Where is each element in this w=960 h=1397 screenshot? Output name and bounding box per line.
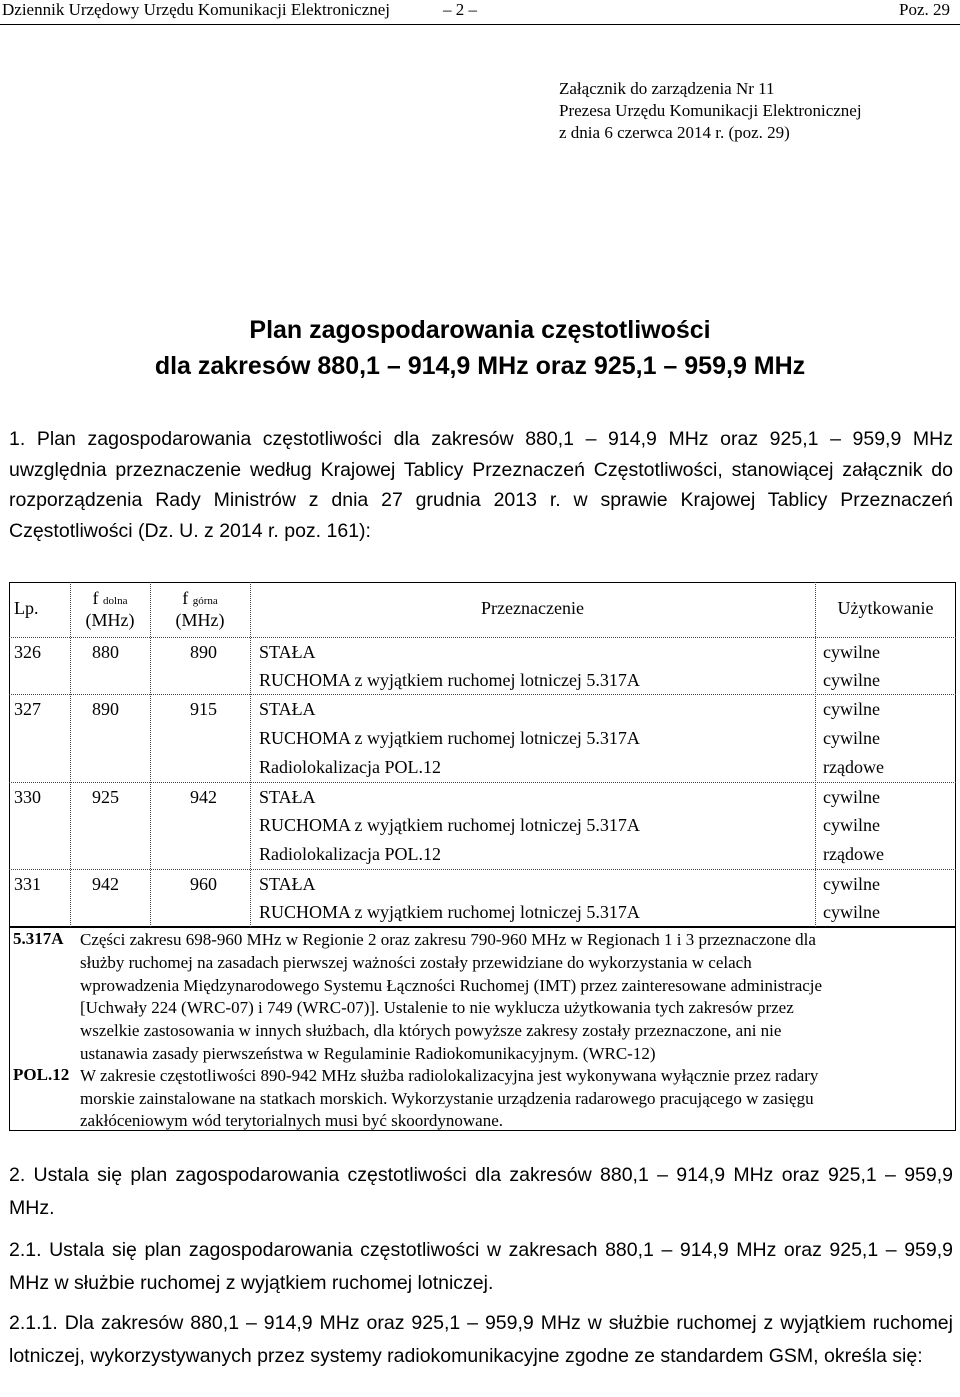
header-uzytkowanie: Użytkowanie (837, 598, 934, 618)
cell-f-gorna: 890 (190, 642, 217, 662)
cell-uzytkowanie: cywilne (823, 787, 880, 807)
annex-line: z dnia 6 czerwca 2014 r. (poz. 29) (559, 123, 790, 142)
cell-uzytkowanie: cywilne (823, 728, 880, 748)
row-divider (9, 782, 956, 783)
allocation-table (9, 582, 956, 927)
cell-lp: 330 (14, 787, 41, 807)
cell-przeznaczenie: STAŁA (259, 874, 316, 894)
row-divider (9, 869, 956, 870)
header-przeznaczenie: Przeznaczenie (481, 598, 584, 618)
cell-uzytkowanie: cywilne (823, 874, 880, 894)
cell-lp: 331 (14, 874, 41, 894)
row-divider (9, 694, 956, 695)
cell-uzytkowanie: cywilne (823, 815, 880, 835)
journal-name: Dziennik Urzędowy Urzędu Komunikacji Elektronicznej (2, 0, 391, 19)
footnote-line: zakłóceniowym wód terytorialnych musi być skoordynowane. (80, 1111, 504, 1130)
cell-uzytkowanie: cywilne (823, 642, 880, 662)
section-2-1-1: 2.1.1. Dla zakresów 880,1 – 914,9 MHz oraz 925,1 – 959,9 MHz w służbie ruchomej z wyjątkiem ruchomej lotniczej, wykorzystywanych przez systemy radiokomunikacyjne zgodne ze standardem GSM, określa się: (9, 1312, 953, 1367)
cell-przeznaczenie: RUCHOMA z wyjątkiem ruchomej lotniczej 5.317A (259, 728, 640, 748)
cell-przeznaczenie: STAŁA (259, 699, 316, 719)
header-f-dolna: f dolna (92, 588, 128, 608)
annex-line: Załącznik do zarządzenia Nr 11 (559, 79, 775, 98)
cell-przeznaczenie: Radiolokalizacja POL.12 (259, 844, 441, 864)
position-number: Poz. 29 (899, 0, 950, 19)
cell-f-dolna: 925 (92, 787, 119, 807)
header-f-gorna: f górna (182, 588, 218, 608)
footnote-line: [Uchwały 224 (WRC-07) i 749 (WRC-07)]. Ustalenie to nie wyklucza użytkowania tych zakresów przez (80, 998, 794, 1017)
header-lp: Lp. (14, 598, 39, 618)
footnote-line: wprowadzenia Międzynarodowego Systemu Łączności Ruchomej (IMT) przez zainteresowane administracje (80, 976, 823, 995)
page-header (0, 0, 960, 24)
footnote-label-pol12: POL.12 (13, 1065, 70, 1084)
cell-f-dolna: 880 (92, 642, 119, 662)
section-2-1: 2.1. Ustala się plan zagospodarowania częstotliwości w zakresach 880,1 – 914,9 MHz oraz 925,1 – 959,9 MHz w służbie ruchomej z wyjątkiem ruchomej lotniczej. (9, 1239, 953, 1294)
footnote-line: służby ruchomej na zasadach pierwszej ważności zostały przewidziane do wykorzystania w celach (80, 953, 752, 972)
section-2: 2. Ustala się plan zagospodarowania częstotliwości dla zakresów 880,1 – 914,9 MHz oraz 925,1 – 959,9 MHz. (9, 1164, 953, 1219)
header-f-dolna-unit: (MHz) (85, 610, 135, 630)
cell-uzytkowanie: rządowe (823, 844, 884, 864)
footnote-line: morskie zainstalowane na statkach morskich. Wykorzystanie urządzenia radarowego pracującego w zasięgu (80, 1089, 814, 1108)
cell-przeznaczenie: STAŁA (259, 642, 316, 662)
cell-przeznaczenie: Radiolokalizacja POL.12 (259, 757, 441, 777)
annex-reference (559, 78, 862, 144)
cell-uzytkowanie: rządowe (823, 757, 884, 777)
cell-f-gorna: 942 (190, 787, 217, 807)
cell-uzytkowanie: cywilne (823, 670, 880, 690)
column-divider (70, 582, 71, 927)
cell-uzytkowanie: cywilne (823, 699, 880, 719)
column-divider (150, 582, 151, 927)
header-f-gorna-unit: (MHz) (175, 610, 225, 630)
footnote-line: W zakresie częstotliwości 890-942 MHz służba radiolokalizacyjna jest wykonywana wyłącznie przez radary (80, 1066, 819, 1085)
header-divider (0, 24, 960, 25)
page-number: – 2 – (443, 0, 477, 19)
cell-f-gorna: 915 (190, 699, 217, 719)
header-row-divider (9, 637, 956, 638)
footnote-line: wszelkie zastosowania w innych służbach, dla których powyższe zakresy zostały przeznaczone, ani nie (80, 1021, 782, 1040)
column-divider (815, 582, 816, 927)
cell-przeznaczenie: RUCHOMA z wyjątkiem ruchomej lotniczej 5.317A (259, 815, 640, 835)
cell-f-gorna: 960 (190, 874, 217, 894)
cell-f-dolna: 890 (92, 699, 119, 719)
cell-lp: 327 (14, 699, 41, 719)
annex-line: Prezesa Urzędu Komunikacji Elektronicznej (559, 101, 862, 120)
cell-przeznaczenie: RUCHOMA z wyjątkiem ruchomej lotniczej 5.317A (259, 902, 640, 922)
paragraph-1: 1. Plan zagospodarowania częstotliwości dla zakresów 880,1 – 914,9 MHz oraz 925,1 – 959,9 MHz uwzględnia przeznaczenie według Krajowej Tablicy Przeznaczeń Częstotliwości, stanowiącej załącznik do rozporządzenia Rady Ministrów z dnia 27 grudnia 2013 r. w sprawie Krajowej Tablicy Przeznaczeń Częstotliwości (Dz. U. z 2014 r. poz. 161): (9, 428, 953, 542)
cell-przeznaczenie: STAŁA (259, 787, 316, 807)
column-divider (250, 582, 251, 927)
footnote-label-5317a: 5.317A (13, 929, 64, 948)
cell-przeznaczenie: RUCHOMA z wyjątkiem ruchomej lotniczej 5.317A (259, 670, 640, 690)
document-title-line2: dla zakresów 880,1 – 914,9 MHz oraz 925,1 – 959,9 MHz (154, 352, 806, 380)
cell-lp: 326 (14, 642, 41, 662)
document-title-line1: Plan zagospodarowania częstotliwości (249, 316, 711, 344)
footnote-line: Części zakresu 698-960 MHz w Regionie 2 oraz zakresu 790-960 MHz w Regionach 1 i 3 przeznaczone dla (80, 930, 816, 949)
cell-f-dolna: 942 (92, 874, 119, 894)
footnote-line: ustanawia zasady pierwszeństwa w Regulaminie Radiokomunikacyjnym. (WRC-12) (80, 1044, 656, 1063)
cell-uzytkowanie: cywilne (823, 902, 880, 922)
